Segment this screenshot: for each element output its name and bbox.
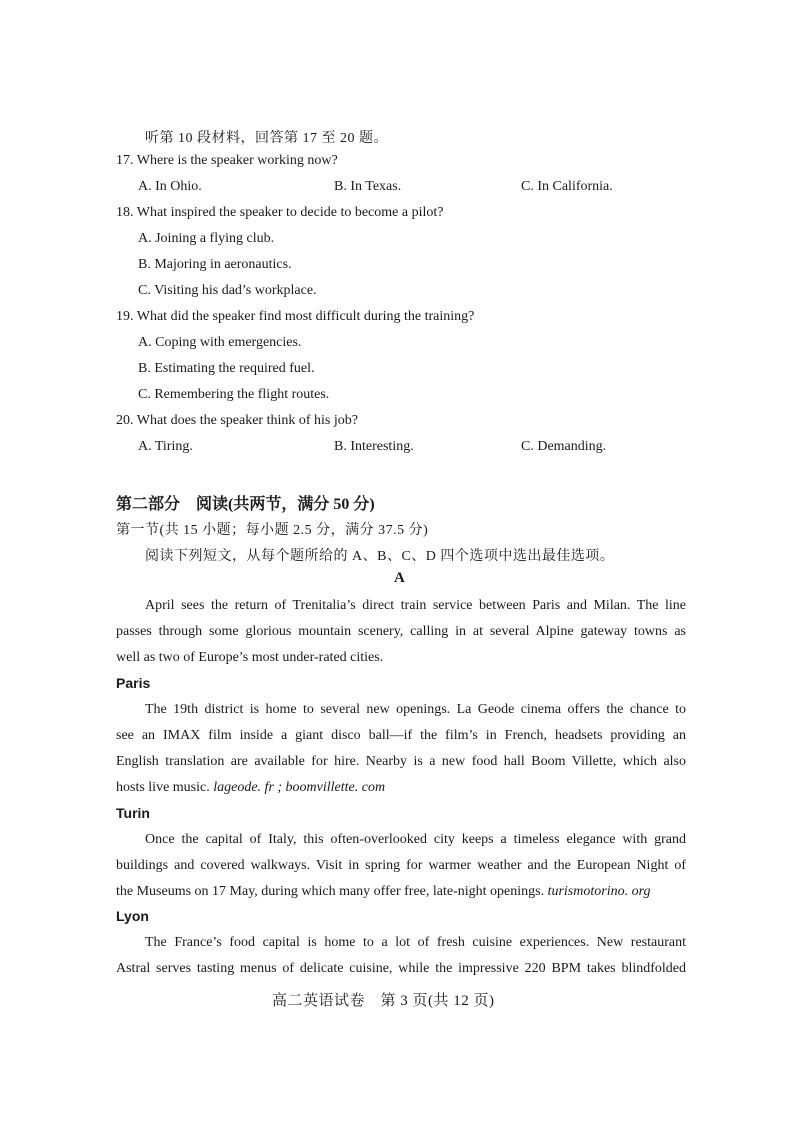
question-18-stem: 18. What inspired the speaker to decide to become a pilot? — [116, 205, 444, 220]
question-18-option-a: A. Joining a flying club. — [138, 231, 275, 246]
paris-heading: Paris — [116, 675, 151, 691]
paris-websites: lageode. fr ; boomvillette. com — [213, 780, 386, 795]
turin-last-text: the Museums on 17 May, during which many offer free, late-night openings. — [116, 884, 548, 899]
turin-paragraph — [116, 827, 686, 905]
reading-instruction: 阅读下列短文，从每个题所给的 A、B、C、D 四个选项中选出最佳选项。 — [145, 549, 615, 564]
part-two-title: 第二部分 阅读(共两节，满分 50 分) — [116, 496, 375, 513]
question-17-option-b: B. In Texas. — [334, 179, 402, 194]
turin-line: buildings and covered walkways. Visit in spring for warmer weather and the European Night of — [116, 858, 686, 873]
listening-intro: 听第 10 段材料，回答第 17 至 20 题。 — [145, 131, 388, 146]
question-20-option-c: C. Demanding. — [521, 439, 607, 454]
paris-line: The 19th district is home to several new openings. La Geode cinema offers the chance to — [145, 702, 686, 717]
turin-last-line — [116, 879, 686, 905]
question-19-option-c: C. Remembering the flight routes. — [138, 387, 330, 402]
intro-line: well as two of Europe’s most under-rated cities. — [116, 650, 384, 665]
turin-website: turismotorino. org — [547, 884, 651, 899]
turin-line: Once the capital of Italy, this often-overlooked city keeps a timeless elegance with grand — [145, 832, 686, 847]
lyon-heading: Lyon — [116, 908, 149, 924]
lyon-line: Astral serves tasting menus of delicate cuisine, while the impressive 220 BPM takes blindfolded — [116, 961, 686, 976]
intro-line: passes through some glorious mountain scenery, calling in at several Alpine gateway towns as — [116, 624, 686, 639]
passage-letter: A — [394, 570, 405, 586]
question-18-option-c: C. Visiting his dad’s workplace. — [138, 283, 317, 298]
question-19-stem: 19. What did the speaker find most difficult during the training? — [116, 309, 475, 324]
question-19-option-a: A. Coping with emergencies. — [138, 335, 302, 350]
turin-heading: Turin — [116, 805, 150, 821]
question-20-option-b: B. Interesting. — [334, 439, 414, 454]
paris-last-line — [116, 775, 686, 801]
paris-paragraph — [116, 697, 686, 801]
question-20-stem: 20. What does the speaker think of his job? — [116, 413, 358, 428]
question-20-option-a: A. Tiring. — [138, 439, 193, 454]
section-one-title: 第一节(共 15 小题；每小题 2.5 分，满分 37.5 分) — [116, 523, 429, 538]
paris-line: English translation are available for hire. Nearby is a new food hall Boom Villette, which also — [116, 754, 686, 769]
question-19-option-b: B. Estimating the required fuel. — [138, 361, 315, 376]
intro-line: April sees the return of Trenitalia’s direct train service between Paris and Milan. The line — [145, 598, 686, 613]
question-18-option-b: B. Majoring in aeronautics. — [138, 257, 292, 272]
question-17-option-a: A. In Ohio. — [138, 179, 202, 194]
page-footer: 高二英语试卷 第 3 页(共 12 页) — [272, 993, 495, 1009]
lyon-paragraph — [116, 930, 686, 982]
passage-intro-paragraph — [116, 593, 686, 671]
paris-line: see an IMAX film inside a giant disco ball—if the film’s in French, headsets providing an — [116, 728, 686, 743]
paris-last-text: hosts live music. — [116, 780, 214, 795]
question-17-option-c: C. In California. — [521, 179, 613, 194]
question-17-stem: 17. Where is the speaker working now? — [116, 153, 338, 168]
lyon-line: The France’s food capital is home to a lot of fresh cuisine experiences. New restaurant — [145, 935, 686, 950]
